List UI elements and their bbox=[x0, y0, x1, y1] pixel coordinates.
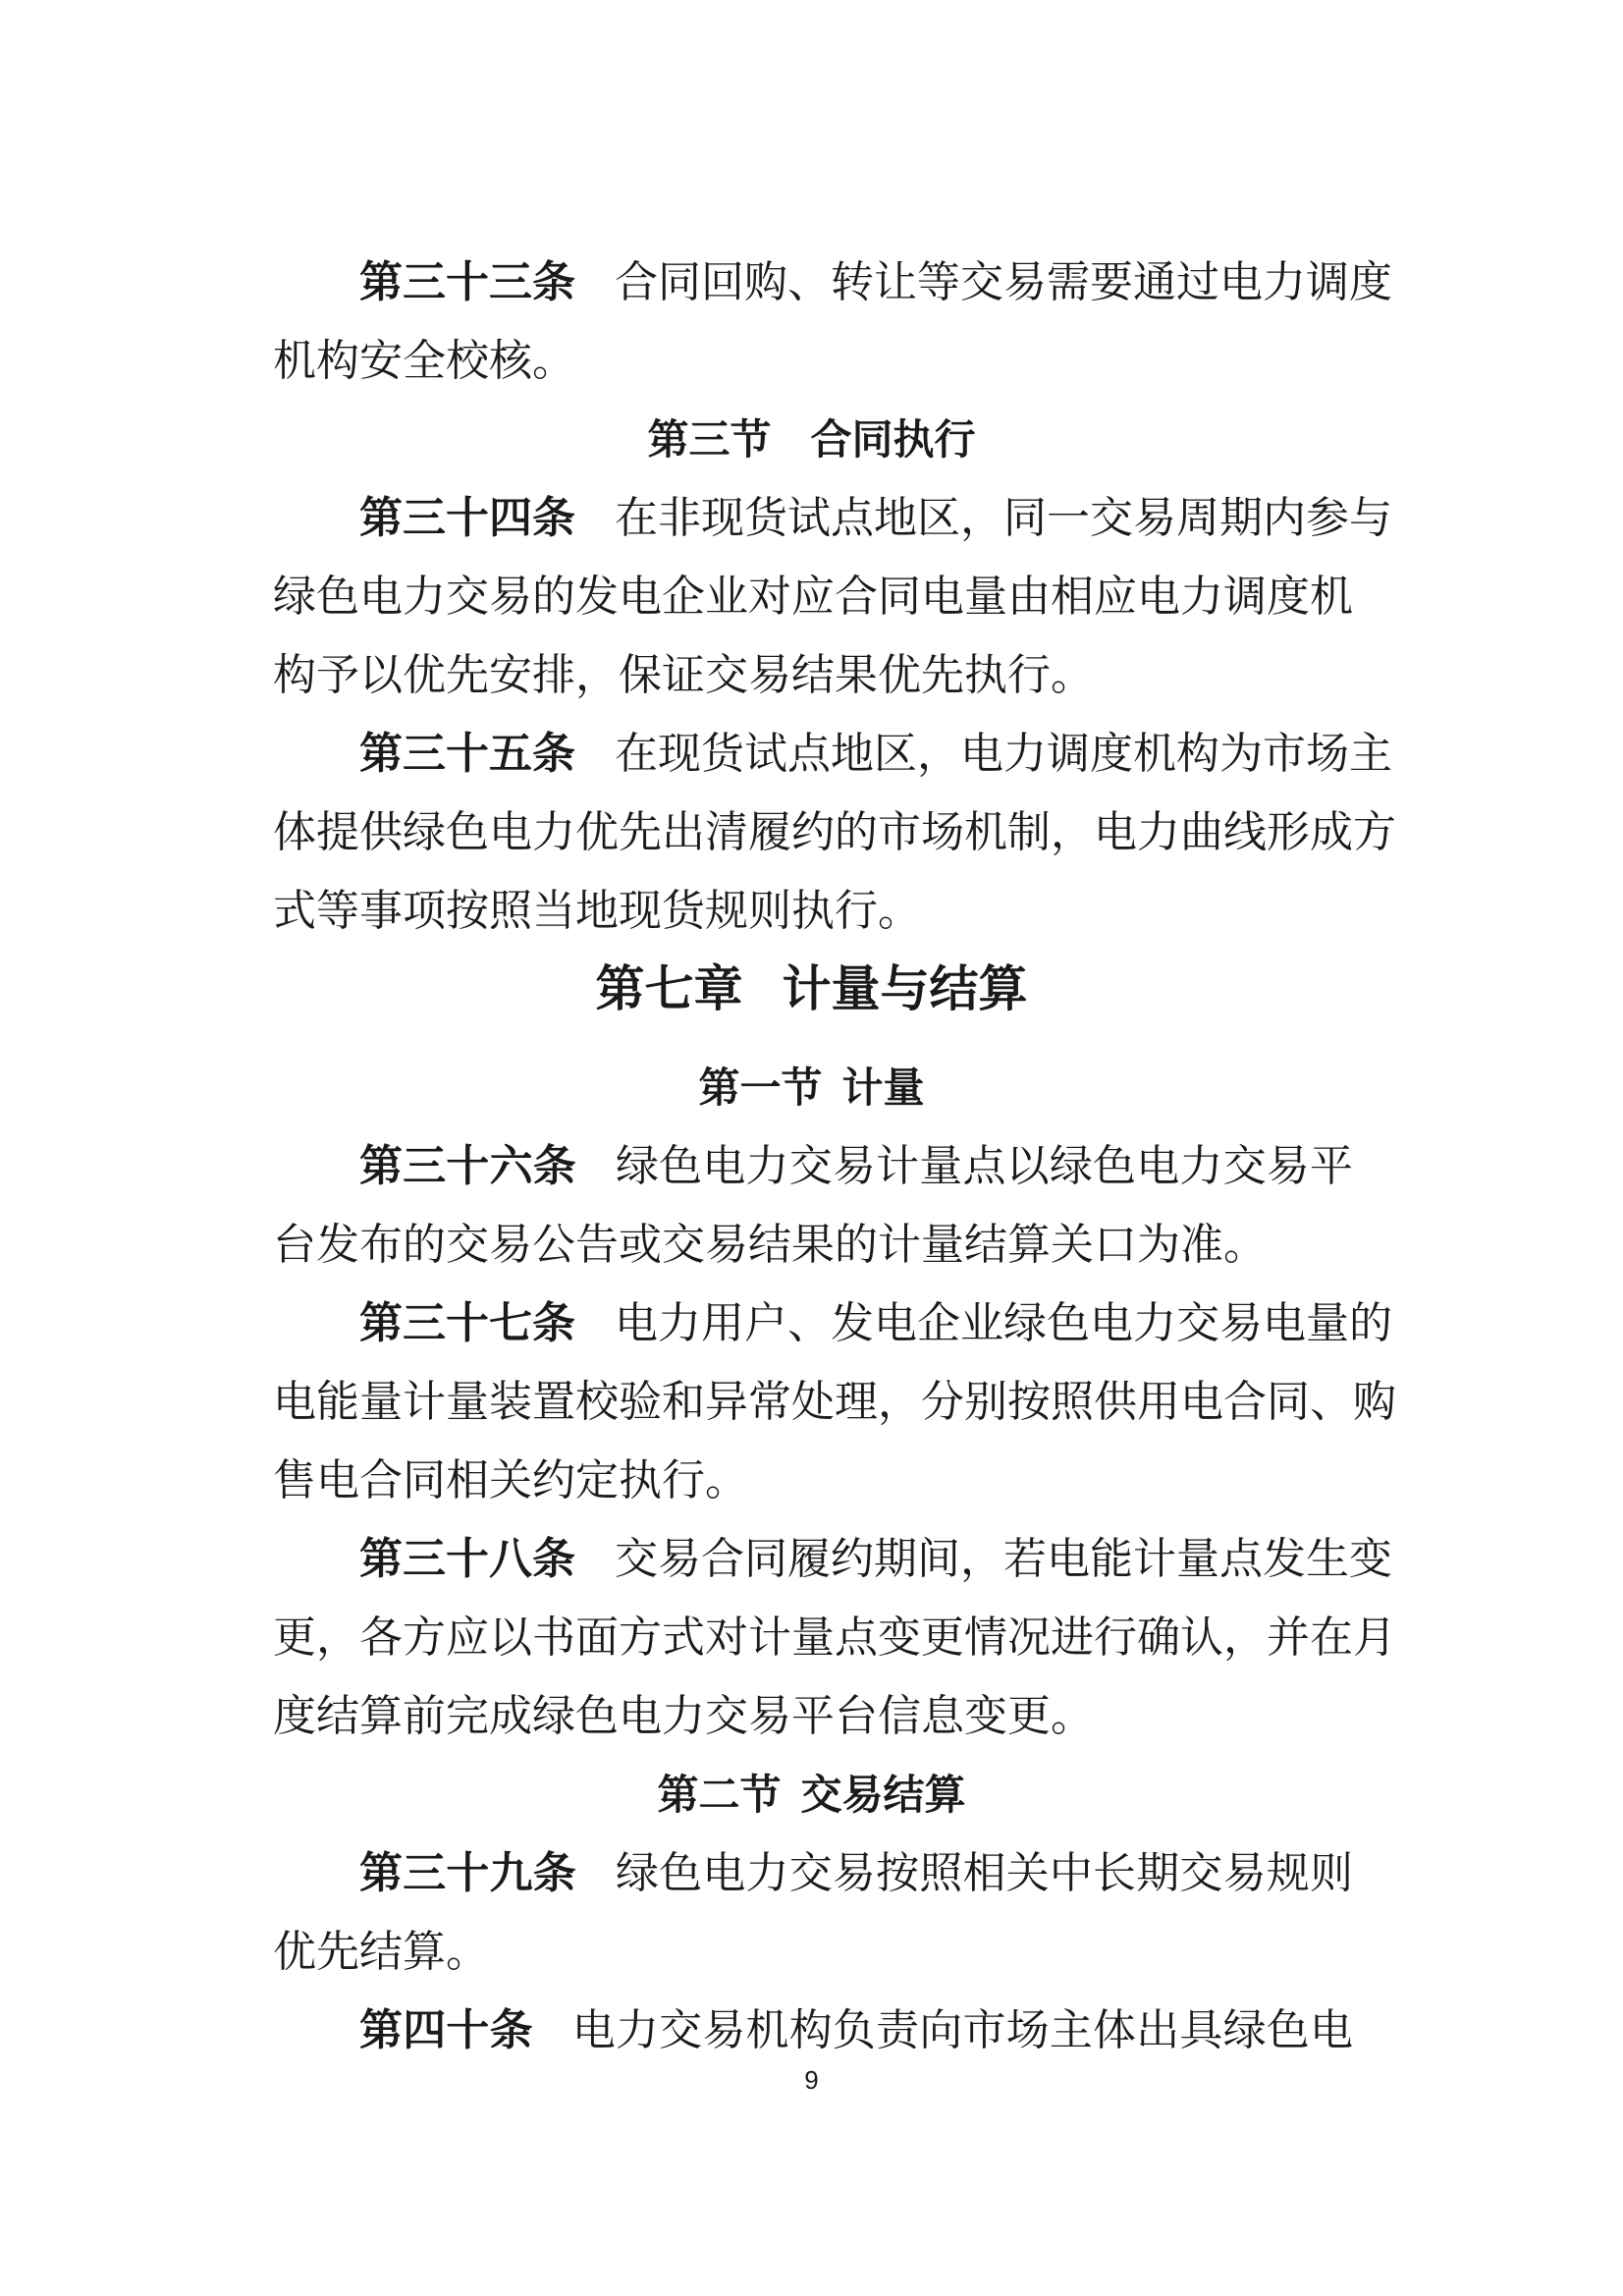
article-38-text-1: 交易合同履约期间，若电能计量点发生变 bbox=[615, 1534, 1392, 1584]
page-number: 9 bbox=[804, 2065, 819, 2095]
section-1-heading bbox=[0, 1059, 1623, 1118]
article-37-line-1 bbox=[359, 1294, 1392, 1353]
article-34-line-3 bbox=[273, 646, 1353, 705]
section-2-heading bbox=[0, 1766, 1623, 1825]
article-40-number: 第四十条 bbox=[359, 2005, 533, 2055]
article-35-line-2 bbox=[273, 803, 1396, 862]
article-35-line-1 bbox=[359, 725, 1392, 784]
article-36-line-2 bbox=[273, 1216, 1353, 1275]
article-38-number: 第三十八条 bbox=[359, 1534, 575, 1584]
article-38-text-2: 更，各方应以书面方式对计量点变更情况进行确认，并在月 bbox=[273, 1613, 1396, 1663]
article-35-text-2: 体提供绿色电力优先出清履约的市场机制，电力曲线形成方 bbox=[273, 807, 1396, 857]
article-38-line-1 bbox=[359, 1530, 1392, 1589]
article-35-number: 第三十五条 bbox=[359, 729, 575, 779]
article-36-text-1: 绿色电力交易计量点以绿色电力交易平 bbox=[615, 1141, 1353, 1191]
article-33-line-2 bbox=[273, 332, 1353, 391]
article-34-text-2: 绿色电力交易的发电企业对应合同电量由相应电力调度机 bbox=[273, 572, 1353, 622]
article-39-number: 第三十九条 bbox=[359, 1848, 576, 1898]
section-1-label: 第一节 bbox=[698, 1064, 823, 1112]
article-34-number: 第三十四条 bbox=[359, 493, 575, 543]
article-33-line-1 bbox=[359, 253, 1392, 312]
article-40-text-1: 电力交易机构负责向市场主体出具绿色电 bbox=[571, 2005, 1354, 2055]
article-37-text-1: 电力用户、发电企业绿色电力交易电量的 bbox=[615, 1298, 1392, 1348]
article-35-text-3: 式等事项按照当地现货规则执行。 bbox=[273, 886, 921, 936]
section-3-heading bbox=[0, 410, 1623, 469]
section-3-title: 合同执行 bbox=[810, 415, 976, 464]
section-1-title: 计量 bbox=[841, 1064, 925, 1112]
article-34-text-1: 在非现货试点地区，同一交易周期内参与 bbox=[615, 493, 1392, 543]
article-36-number: 第三十六条 bbox=[359, 1141, 576, 1191]
section-3-label: 第三节 bbox=[647, 415, 772, 464]
article-39-line-2 bbox=[273, 1923, 1353, 1982]
chapter-7-title: 计量与结算 bbox=[782, 960, 1028, 1017]
article-37-number: 第三十七条 bbox=[359, 1298, 575, 1348]
chapter-7-label: 第七章 bbox=[595, 960, 743, 1017]
section-2-label: 第二节 bbox=[657, 1771, 782, 1819]
article-37-line-2 bbox=[273, 1373, 1396, 1432]
article-33-number: 第三十三条 bbox=[359, 257, 575, 307]
article-35-text-1: 在现货试点地区，电力调度机构为市场主 bbox=[615, 729, 1392, 779]
article-34-text-3: 构予以优先安排，保证交易结果优先执行。 bbox=[273, 650, 1094, 700]
article-39-text-1: 绿色电力交易按照相关中长期交易规则 bbox=[615, 1848, 1353, 1898]
article-39-line-1 bbox=[359, 1844, 1353, 1903]
article-34-line-1 bbox=[359, 489, 1392, 548]
article-34-line-2 bbox=[273, 568, 1353, 627]
article-36-text-2: 台发布的交易公告或交易结果的计量结算关口为准。 bbox=[273, 1220, 1267, 1270]
article-33-text-2: 机构安全校核。 bbox=[273, 336, 575, 386]
article-38-line-2 bbox=[273, 1609, 1396, 1667]
article-37-text-2: 电能量计量装置校验和异常处理，分别按照供用电合同、购 bbox=[273, 1377, 1396, 1427]
article-37-line-3 bbox=[273, 1451, 1353, 1510]
chapter-7-heading bbox=[0, 955, 1623, 1023]
article-40-line-1 bbox=[359, 2001, 1353, 2060]
article-37-text-3: 售电合同相关约定执行。 bbox=[273, 1455, 748, 1505]
article-38-text-3: 度结算前完成绿色电力交易平台信息变更。 bbox=[273, 1691, 1094, 1741]
section-2-title: 交易结算 bbox=[800, 1771, 966, 1819]
article-38-line-3 bbox=[273, 1687, 1353, 1746]
article-33-text-1: 合同回购、转让等交易需要通过电力调度 bbox=[615, 257, 1392, 307]
article-36-line-1 bbox=[359, 1137, 1353, 1196]
article-39-text-2: 优先结算。 bbox=[273, 1927, 489, 1977]
article-35-line-3 bbox=[273, 882, 1353, 941]
